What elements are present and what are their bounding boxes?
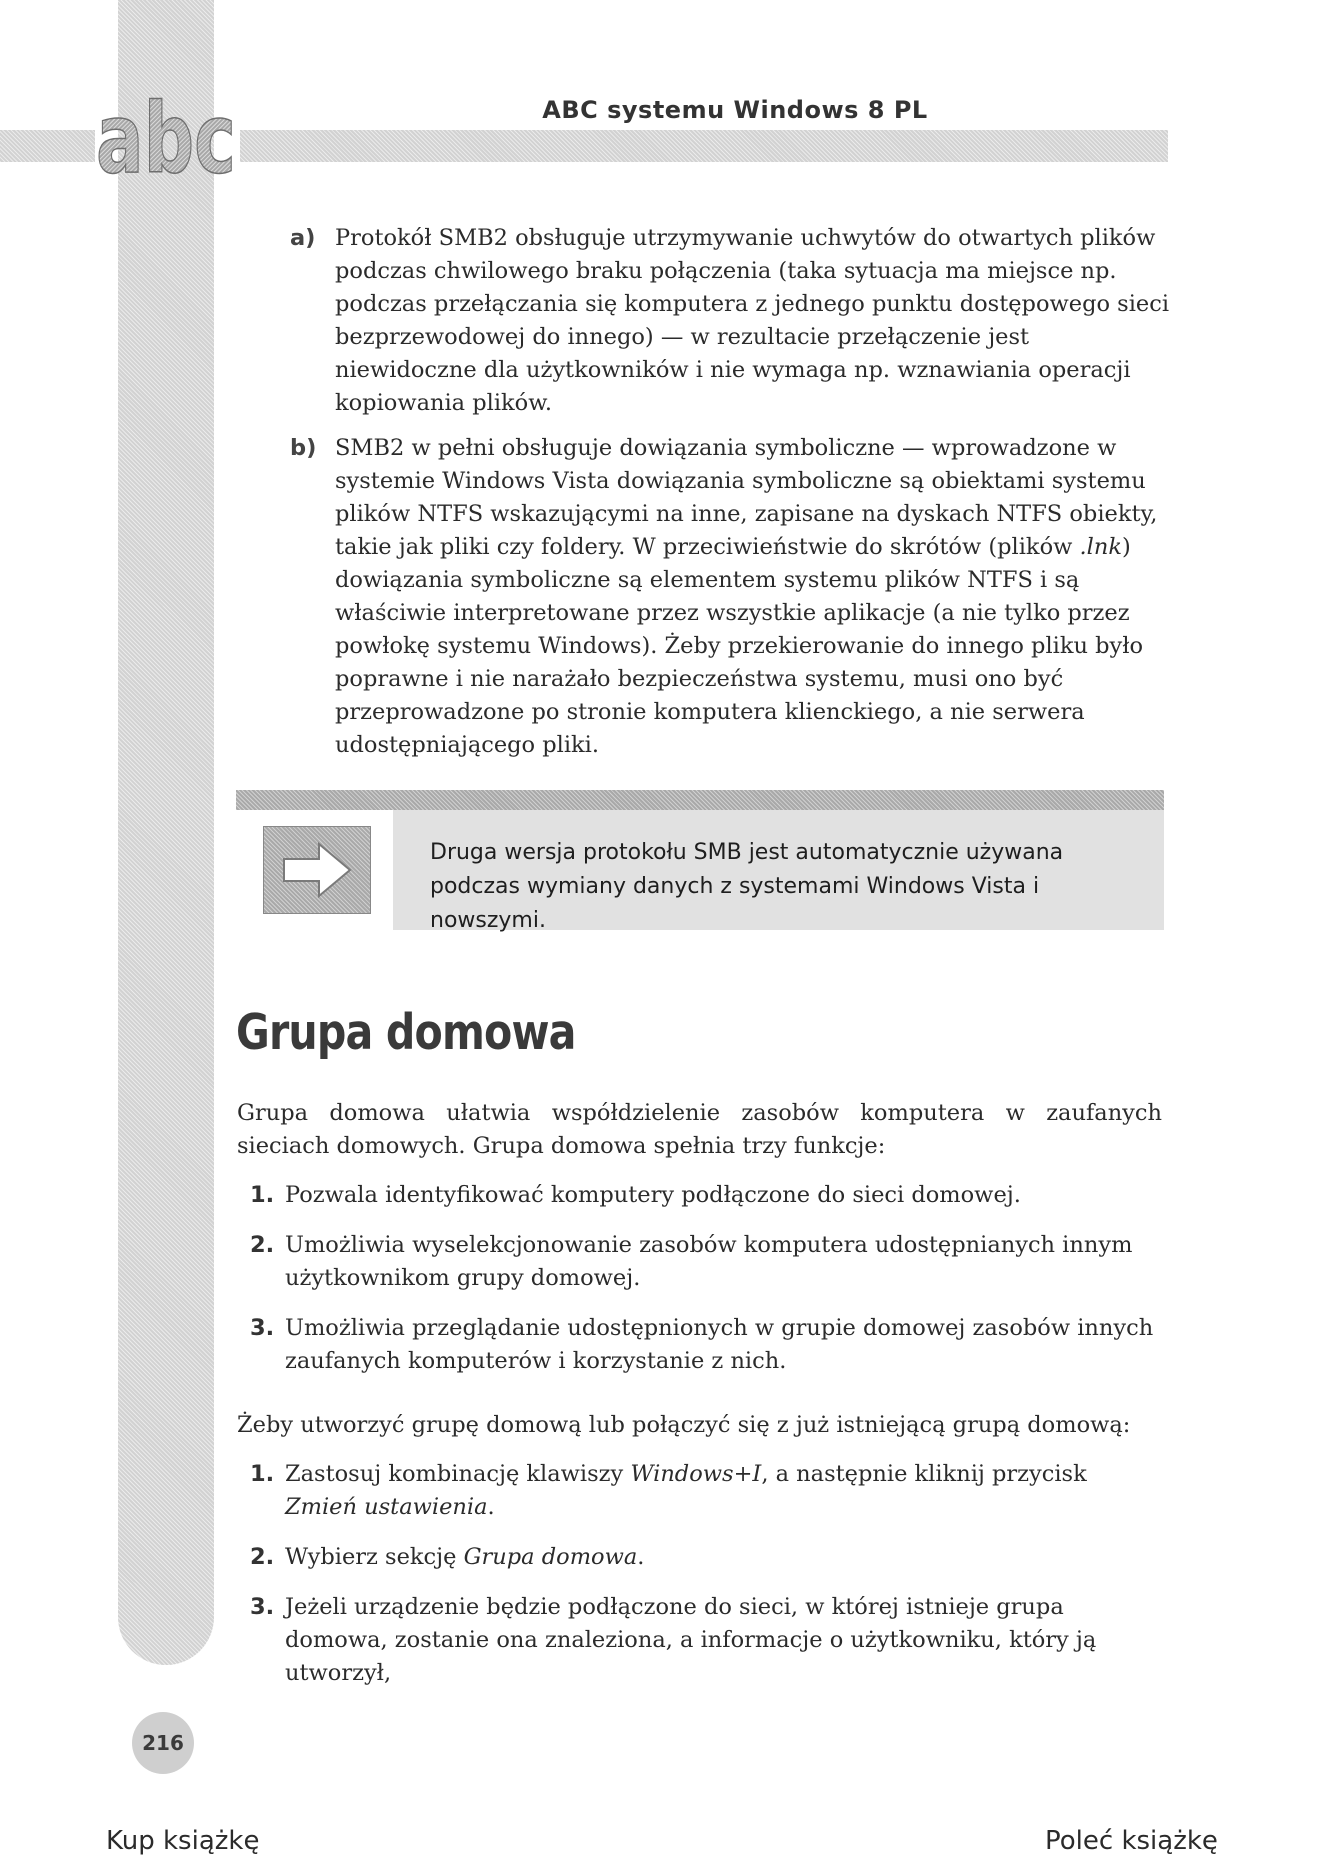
list-item-text: Wybierz sekcję	[285, 1544, 464, 1570]
list-item-text: Zastosuj kombinację klawiszy	[285, 1461, 631, 1487]
list-item-text: Protokół SMB2 obsługuje utrzymywanie uchwytów do otwartych plików podczas chwilowego braku połączenia (taka sytuacja ma miejsce np. podczas przełączania się komputera z jednego punktu dostępowego sieci bezprzewodowej do innego) — w rezultacie przełączenie jest niewidoczne dla użytkowników i nie wymaga np. wznawiania operacji kopiowania plików.	[335, 225, 1170, 416]
abc-logo	[94, 83, 244, 195]
header-rule	[0, 130, 95, 162]
list-item-text: SMB2 w pełni obsługuje dowiązania symboliczne — wprowadzone w systemie Windows Vista dowiązania symboliczne są obiektami systemu plików NTFS wskazującymi na inne, zapisane na dyskach NTFS obiekty, takie jak pliki czy foldery. W przeciwieństwie do skrótów (plików	[335, 435, 1158, 560]
list-item	[250, 1458, 1165, 1524]
numbered-list	[250, 1179, 1165, 1395]
list-item-text: ) dowiązania symboliczne są elementem systemu plików NTFS i są właściwie interpretowane przez wszystkie aplikacje (a nie tylko przez powłokę systemu Windows). Żeby przekierowanie do innego pliku było poprawne i nie narażało bezpieczeństwa systemu, musi ono być przeprowadzone po stronie komputera klienckiego, a nie serwera udostępniającego pliki.	[335, 534, 1144, 758]
buy-book-link[interactable]: Kup książkę	[106, 1826, 260, 1856]
numbered-list	[250, 1458, 1165, 1707]
note-text: Druga wersja protokołu SMB jest automatycznie używana podczas wymiany danych z systemami Windows Vista i nowszymi.	[430, 840, 1064, 933]
list-number: 1.	[250, 1182, 275, 1208]
list-number: 3.	[250, 1594, 275, 1620]
list-item	[250, 1591, 1165, 1690]
paragraph: Grupa domowa ułatwia współdzielenie zasobów komputera w zaufanych sieciach domowych. Grupa domowa spełnia trzy funkcje:	[237, 1100, 1162, 1159]
list-item-text: Umożliwia wyselekcjonowanie zasobów komputera udostępnianych innym użytkownikom grupy domowej.	[285, 1232, 1133, 1291]
section-name: Grupa domowa	[463, 1544, 638, 1570]
list-item	[250, 1179, 1165, 1212]
page-number: 216	[132, 1712, 194, 1774]
list-number: 1.	[250, 1461, 275, 1487]
sidebar-strip	[118, 0, 214, 1665]
list-item	[290, 432, 1170, 762]
list-marker: b)	[290, 435, 317, 461]
header-rule	[240, 130, 1168, 162]
list-item	[250, 1229, 1165, 1295]
list-marker: a)	[290, 225, 316, 251]
list-item	[290, 222, 1170, 420]
list-item	[250, 1541, 1165, 1574]
list-item-text: .	[637, 1544, 645, 1570]
arrow-right-icon	[263, 826, 371, 914]
list-item-text: .	[487, 1494, 495, 1520]
list-number: 2.	[250, 1544, 275, 1570]
file-extension: .lnk	[1079, 534, 1123, 560]
running-header: ABC systemu Windows 8 PL	[542, 96, 928, 124]
list-item-text: Umożliwia przeglądanie udostępnionych w grupie domowej zasobów innych zaufanych komputerów i korzystanie z nich.	[285, 1315, 1154, 1374]
list-number: 3.	[250, 1315, 275, 1341]
list-item-text: Jeżeli urządzenie będzie podłączone do sieci, w której istnieje grupa domowa, zostanie ona znaleziona, a informacje o użytkowniku, który ją utworzył,	[285, 1594, 1097, 1686]
note-top-bar	[236, 790, 1164, 810]
section-heading: Grupa domowa	[236, 1004, 576, 1061]
paragraph: Żeby utworzyć grupę domową lub połączyć się z już istniejącą grupą domową:	[237, 1412, 1131, 1438]
list-number: 2.	[250, 1232, 275, 1258]
svg-text:abc: abc	[96, 83, 236, 195]
list-item-text: , a następnie kliknij przycisk	[761, 1461, 1087, 1487]
definition-list	[290, 222, 1170, 774]
button-name: Zmień ustawienia	[285, 1494, 488, 1520]
list-item-text: Pozwala identyfikować komputery podłączone do sieci domowej.	[285, 1182, 1021, 1208]
list-item	[250, 1312, 1165, 1378]
recommend-book-link[interactable]: Poleć książkę	[1045, 1826, 1218, 1856]
key-combo: Windows+I	[630, 1461, 762, 1487]
